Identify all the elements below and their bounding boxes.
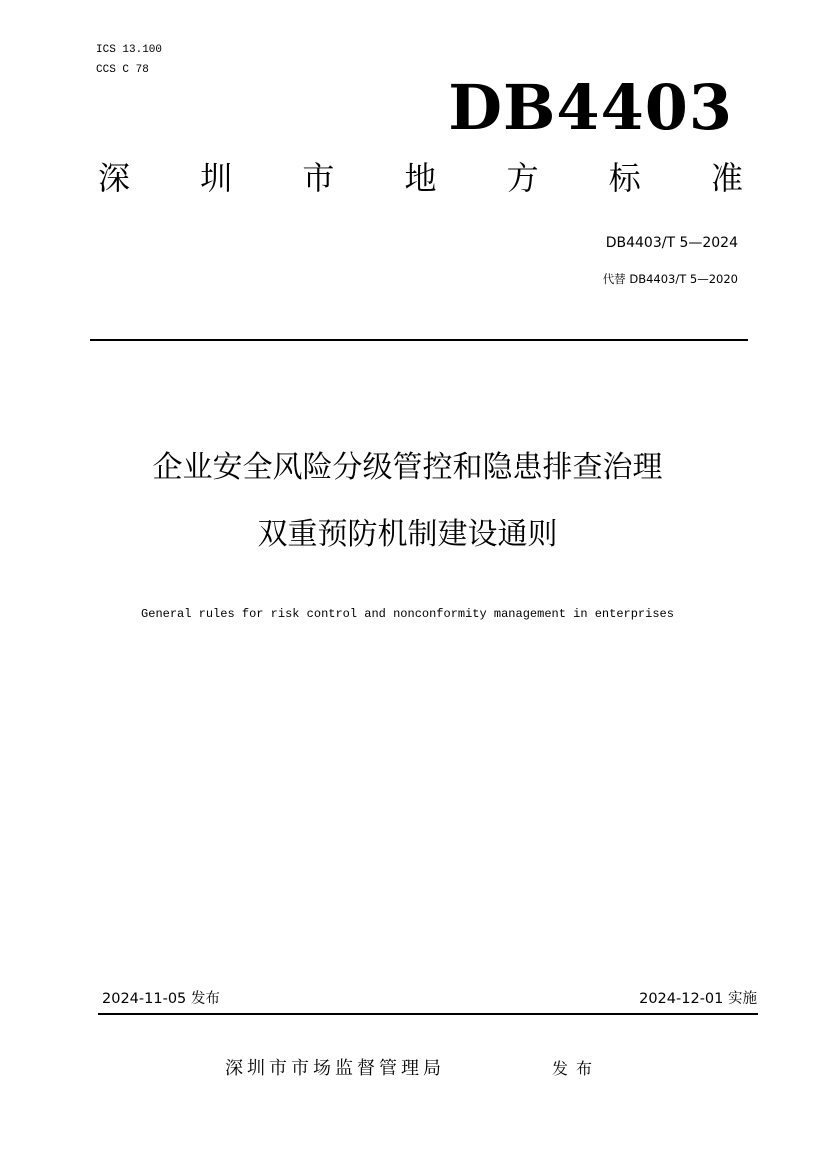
document-title-line-1: 企业安全风险分级管控和隐患排查治理 <box>152 450 663 485</box>
document-title-line-2: 双重预防机制建设通则 <box>257 517 558 552</box>
issue-date: 2024-11-05 发布 <box>102 991 220 1007</box>
issued-label: 发布 <box>552 1059 601 1078</box>
category-char: 圳 <box>200 159 233 197</box>
ccs-code: CCS C 78 <box>96 64 149 76</box>
standard-category <box>98 158 743 198</box>
category-char: 市 <box>302 159 335 197</box>
implementation-date: 2024-12-01 实施 <box>639 991 757 1007</box>
category-char: 标 <box>608 159 641 197</box>
category-char: 地 <box>404 159 437 197</box>
standard-prefix-code: DB4403 <box>448 71 733 144</box>
ics-code: ICS 13.100 <box>96 44 163 56</box>
english-title: General rules for risk control and nonconformity management in enterprises <box>141 607 674 621</box>
footer-divider <box>98 1013 758 1015</box>
category-char: 准 <box>710 159 743 197</box>
category-char: 方 <box>506 159 539 197</box>
standard-number: DB4403/T 5—2024 <box>605 235 738 251</box>
replaces-standard: 代替 DB4403/T 5—2020 <box>602 272 738 286</box>
header-divider <box>90 339 748 341</box>
issuing-authority: 深圳市市场监督管理局 <box>225 1058 445 1079</box>
category-char: 深 <box>98 159 131 197</box>
